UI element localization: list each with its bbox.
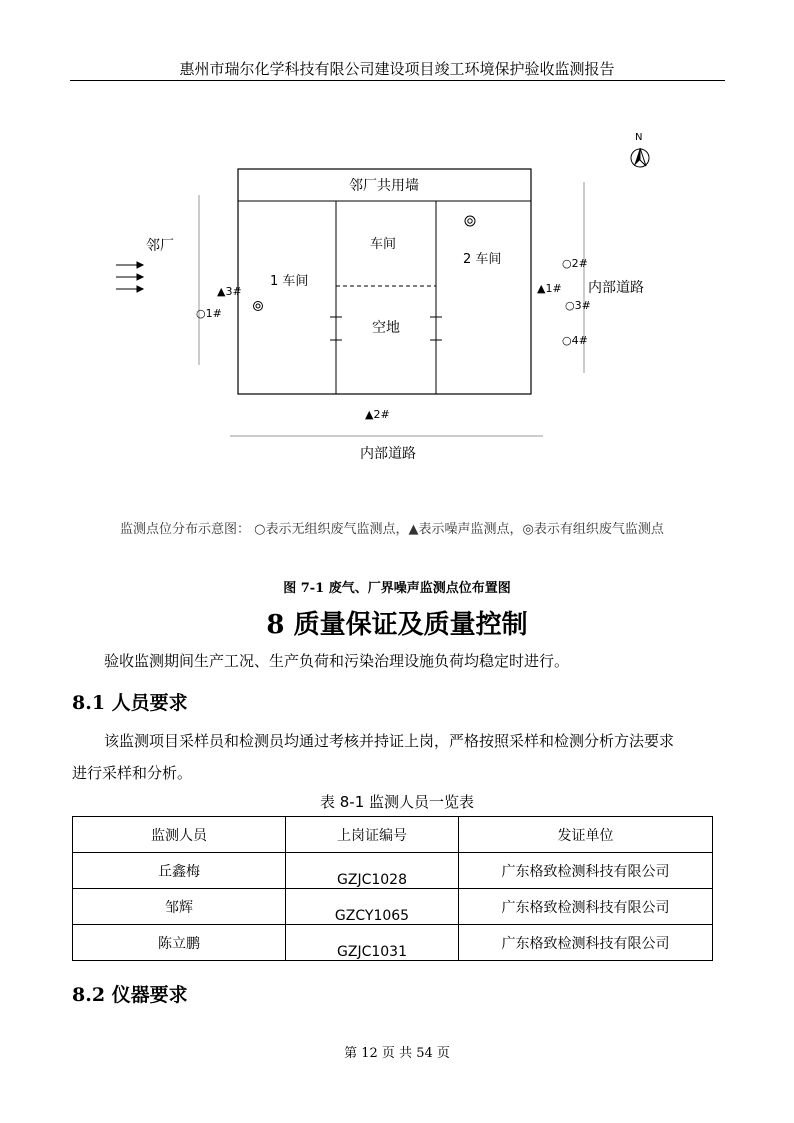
air-point-4: ○4# xyxy=(562,334,588,347)
issuing-unit: 广东格致检测科技有限公司 xyxy=(459,889,713,925)
table-header-cell: 监测人员 xyxy=(73,817,286,853)
north-label: N xyxy=(635,132,643,143)
personnel-table xyxy=(72,816,713,961)
monitoring-layout-diagram xyxy=(0,120,794,500)
organized-exhaust-point-1 xyxy=(254,302,263,311)
air-point-3: ○3# xyxy=(565,299,591,312)
issuing-unit: 广东格致检测科技有限公司 xyxy=(459,853,713,889)
noise-point-1: ▲1# xyxy=(537,282,562,295)
personnel-name: 丘鑫梅 xyxy=(73,853,286,889)
intro-paragraph: 验收监测期间生产工况、生产负荷和污染治理设施负荷均稳定时进行。 xyxy=(104,652,570,670)
chapter-title: 8 质量保证及质量控制 xyxy=(266,610,528,640)
section-8-2-title: 8.2 仪器要求 xyxy=(72,984,188,1006)
table-caption: 表 8-1 监测人员一览表 xyxy=(319,793,475,811)
page-header-title: 惠州市瑞尔化学科技有限公司建设项目竣工环境保护验收监测报告 xyxy=(179,60,615,78)
section-8-1-paragraph-line1: 该监测项目采样员和检测员均通过考核并持证上岗，严格按照采样和检测分析方法要求 xyxy=(104,732,675,750)
page-footer: 第 12 页 共 54 页 xyxy=(344,1046,450,1061)
workshop-mid-label: 车间 xyxy=(370,237,397,252)
organized-exhaust-point-2 xyxy=(465,216,475,226)
personnel-name: 邹辉 xyxy=(73,889,286,925)
diagram-legend: 监测点位分布示意图： ○表示无组织废气监测点，▲表示噪声监测点，◎表示有组织废气监测点 xyxy=(120,522,664,537)
certificate-number: GZCY1065 xyxy=(286,889,459,925)
table-header-row xyxy=(73,817,713,853)
issuing-unit: 广东格致检测科技有限公司 xyxy=(459,925,713,961)
section-8-1-title: 8.1 人员要求 xyxy=(72,692,188,714)
north-arrow-icon xyxy=(631,148,649,167)
table-row xyxy=(73,925,713,961)
air-point-1: ○1# xyxy=(196,307,222,320)
table-row xyxy=(73,889,713,925)
header-rule xyxy=(70,80,725,81)
noise-point-3: ▲3# xyxy=(217,285,242,298)
wind-arrows xyxy=(116,262,143,292)
air-point-2: ○2# xyxy=(562,257,588,270)
certificate-number: GZJC1028 xyxy=(286,853,459,889)
personnel-name: 陈立鹏 xyxy=(73,925,286,961)
workshop1-label: 1 车间 xyxy=(270,274,309,289)
road-south-label: 内部道路 xyxy=(360,446,416,462)
table-header-cell: 上岗证编号 xyxy=(286,817,459,853)
workshop2-label: 2 车间 xyxy=(463,252,502,267)
certificate-number: GZJC1031 xyxy=(286,925,459,961)
section-8-1-paragraph-line2: 进行采样和分析。 xyxy=(72,764,193,782)
figure-caption: 图 7-1 废气、厂界噪声监测点位布置图 xyxy=(283,581,511,596)
wall-label: 邻厂共用墙 xyxy=(349,178,419,194)
road-east-label: 内部道路 xyxy=(588,280,644,296)
noise-point-2: ▲2# xyxy=(365,408,390,421)
open-space-label: 空地 xyxy=(372,320,400,336)
table-row xyxy=(73,853,713,889)
table-header-cell: 发证单位 xyxy=(459,817,713,853)
neighbor-label: 邻厂 xyxy=(146,238,174,254)
